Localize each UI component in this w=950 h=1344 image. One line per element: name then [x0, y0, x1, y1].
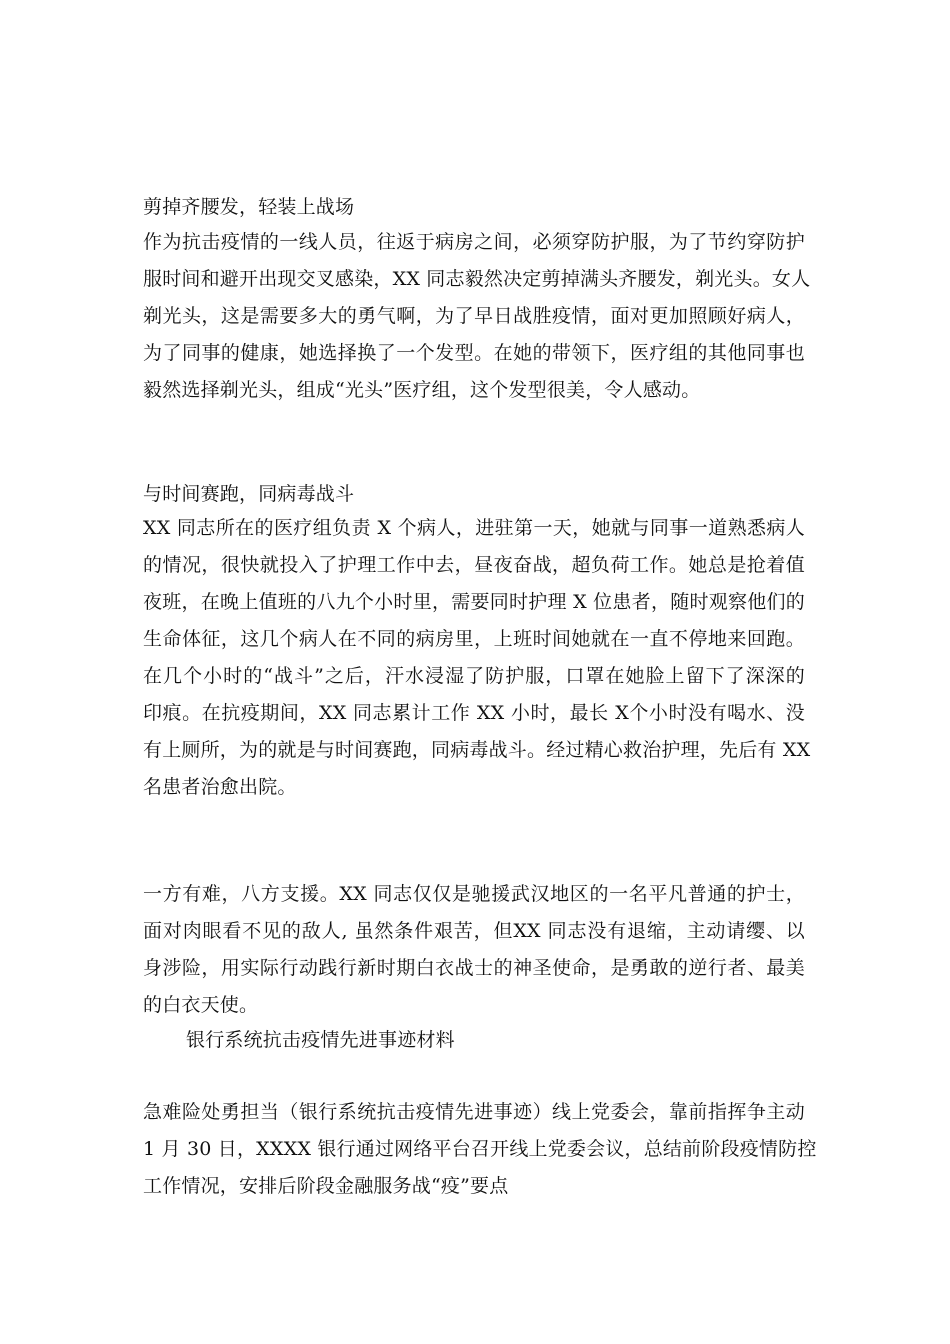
paragraph-line: 服时间和避开出现交叉感染，XX 同志毅然决定剪掉满头齐腰发，剃光头。女人: [143, 268, 811, 290]
paragraph-line: 印痕。在抗疫期间，XX 同志累计工作 XX 小时，最长 X个小时没有喝水、没: [143, 702, 805, 724]
section-heading-2: 与时间赛跑，同病毒战斗: [143, 483, 355, 505]
paragraph-line: 作为抗击疫情的一线人员，往返于病房之间，必须穿防护服，为了节约穿防护: [143, 231, 805, 253]
paragraph-line: 身涉险，用实际行动践行新时期白衣战士的神圣使命，是勇敢的逆行者、最美: [143, 957, 805, 979]
paragraph-line: 剃光头，这是需要多大的勇气啊，为了早日战胜疫情，面对更加照顾好病人，: [143, 305, 805, 327]
paragraph-line: 的白衣天使。: [143, 994, 259, 1016]
paragraph-line: 工作情况，安排后阶段金融服务战“疫”要点: [143, 1175, 509, 1197]
paragraph-line: 一方有难，八方支援。XX 同志仅仅是驰援武汉地区的一名平凡普通的护士，: [143, 883, 805, 905]
paragraph-line: 名患者治愈出院。: [143, 776, 297, 798]
paragraph-line: 1 月 30 日，XXXX 银行通过网络平台召开线上党委会议，总结前阶段疫情防控: [143, 1138, 817, 1160]
paragraph-line: XX 同志所在的医疗组负责 X 个病人，进驻第一天，她就与同事一道熟悉病人: [143, 517, 805, 539]
paragraph-line: 有上厕所，为的就是与时间赛跑，同病毒战斗。经过精心救治护理，先后有 XX: [143, 739, 811, 761]
paragraph-line: 毅然选择剃光头，组成“光头”医疗组，这个发型很美，令人感动。: [143, 379, 701, 401]
paragraph-line: 急难险处勇担当（银行系统抗击疫情先进事迹）线上党委会，靠前指挥争主动: [143, 1101, 805, 1123]
paragraph-line: 为了同事的健康，她选择换了一个发型。在她的带领下，医疗组的其他同事也: [143, 342, 805, 364]
paragraph-line: 夜班，在晚上值班的八九个小时里，需要同时护理 X 位患者，随时观察他们的: [143, 591, 805, 613]
paragraph-line: 面对肉眼看不见的敌人, 虽然条件艰苦，但XX 同志没有退缩，主动请缨、以: [143, 920, 805, 942]
section-heading-1: 剪掉齐腰发，轻装上战场: [143, 196, 355, 218]
document-title: 银行系统抗击疫情先进事迹材料: [186, 1029, 455, 1051]
paragraph-line: 生命体征，这几个病人在不同的病房里，上班时间她就在一直不停地来回跑。: [143, 628, 805, 650]
paragraph-line: 的情况，很快就投入了护理工作中去，昼夜奋战，超负荷工作。她总是抢着值: [143, 554, 805, 576]
paragraph-line: 在几个小时的“战斗”之后，汗水浸湿了防护服，口罩在她脸上留下了深深的: [143, 665, 805, 687]
